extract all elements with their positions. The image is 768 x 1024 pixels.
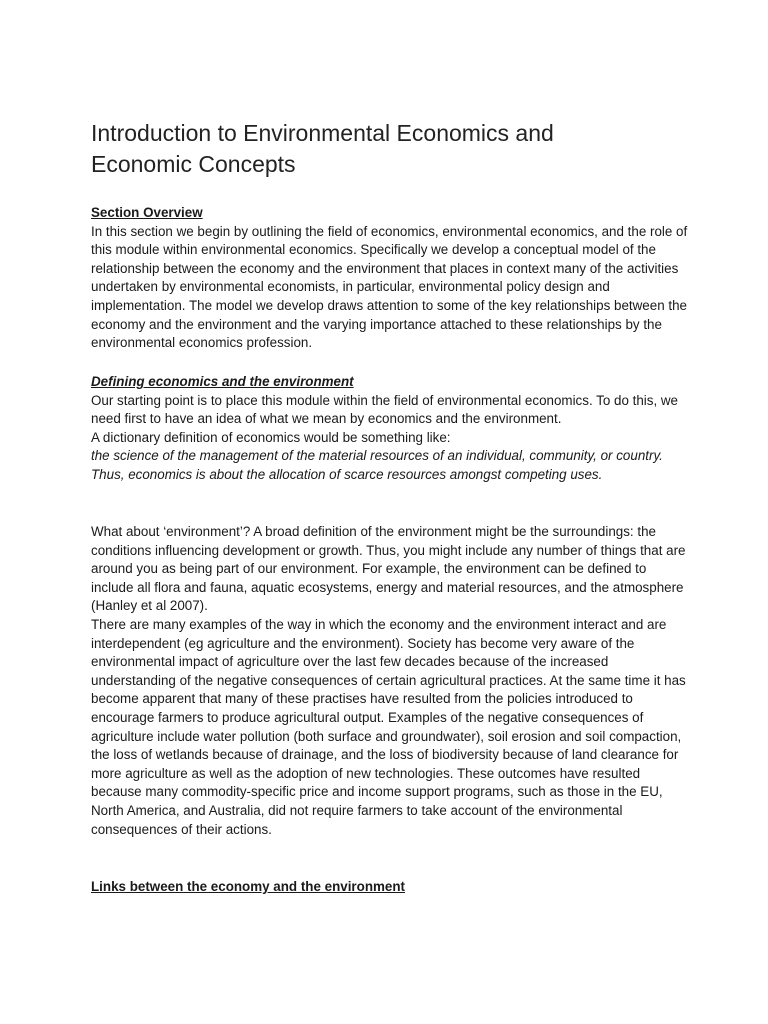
section-defining [91, 373, 691, 485]
defining-paragraph-1: Our starting point is to place this module within the field of environmental economics. To do this, we need first to have an idea of what we mean by economics and the environment. [91, 392, 679, 427]
section-environment [91, 523, 691, 839]
economics-definition-quote: the science of the management of the material resources of an individual, community, or country. [91, 448, 663, 464]
defining-heading: Defining economics and the environment [91, 374, 354, 389]
defining-paragraph-2: A dictionary definition of economics would be something like: [91, 429, 451, 445]
economics-conclusion: Thus, economics is about the allocation of scarce resources amongst competing uses. [91, 466, 603, 482]
environment-paragraph-1: What about ‘environment’? A broad definition of the environment might be the surroundings: the conditions influencing development or growth. Thus, you might include any number of things that are around you as being part of our environment. For example, the environment can be defined to include all flora and fauna, aquatic ecosystems, energy and material resources, and the atmosphere (Hanley et al 2007). [91, 524, 686, 614]
environment-paragraph-2: There are many examples of the way in which the economy and the environment interact and are interdependent (eg agriculture and the environment). Society has become very aware of the environmental impact of agriculture over the last few decades because of the increased understanding of the negative consequences of certain agricultural practices. At the same time it has become apparent that many of these practises have resulted from the policies introduced to encourage farmers to produce agricultural output. Examples of the negative consequences of agriculture include water pollution (both surface and groundwater), soil erosion and soil compaction, the loss of wetlands because of drainage, and the loss of biodiversity because of land clearance for more agriculture as well as the adoption of new technologies. These outcomes have resulted because many commodity-specific price and income support programs, such as those in the EU, North America, and Australia, did not require farmers to take account of the environmental consequences of their actions. [91, 616, 686, 837]
section-overview-heading: Section Overview [91, 205, 203, 220]
document-title [91, 118, 731, 180]
links-heading: Links between the economy and the environment [91, 879, 405, 894]
section-overview-body: In this section we begin by outlining the field of economics, environmental economics, and the role of this module within environmental economics. Specifically we develop a conceptual model of the relationship between the economy and the environment that places in context many of the activities undertaken by environmental economists, in particular, environmental policy design and implementation. The model we develop draws attention to some of the key relationships between the economy and the environment and the varying importance attached to these relationships by the environmental economics profession. [91, 223, 688, 351]
title-line-2: Economic Concepts [91, 151, 296, 177]
section-links [91, 878, 691, 897]
title-line-1: Introduction to Environmental Economics and [91, 120, 554, 146]
section-overview [91, 204, 691, 353]
